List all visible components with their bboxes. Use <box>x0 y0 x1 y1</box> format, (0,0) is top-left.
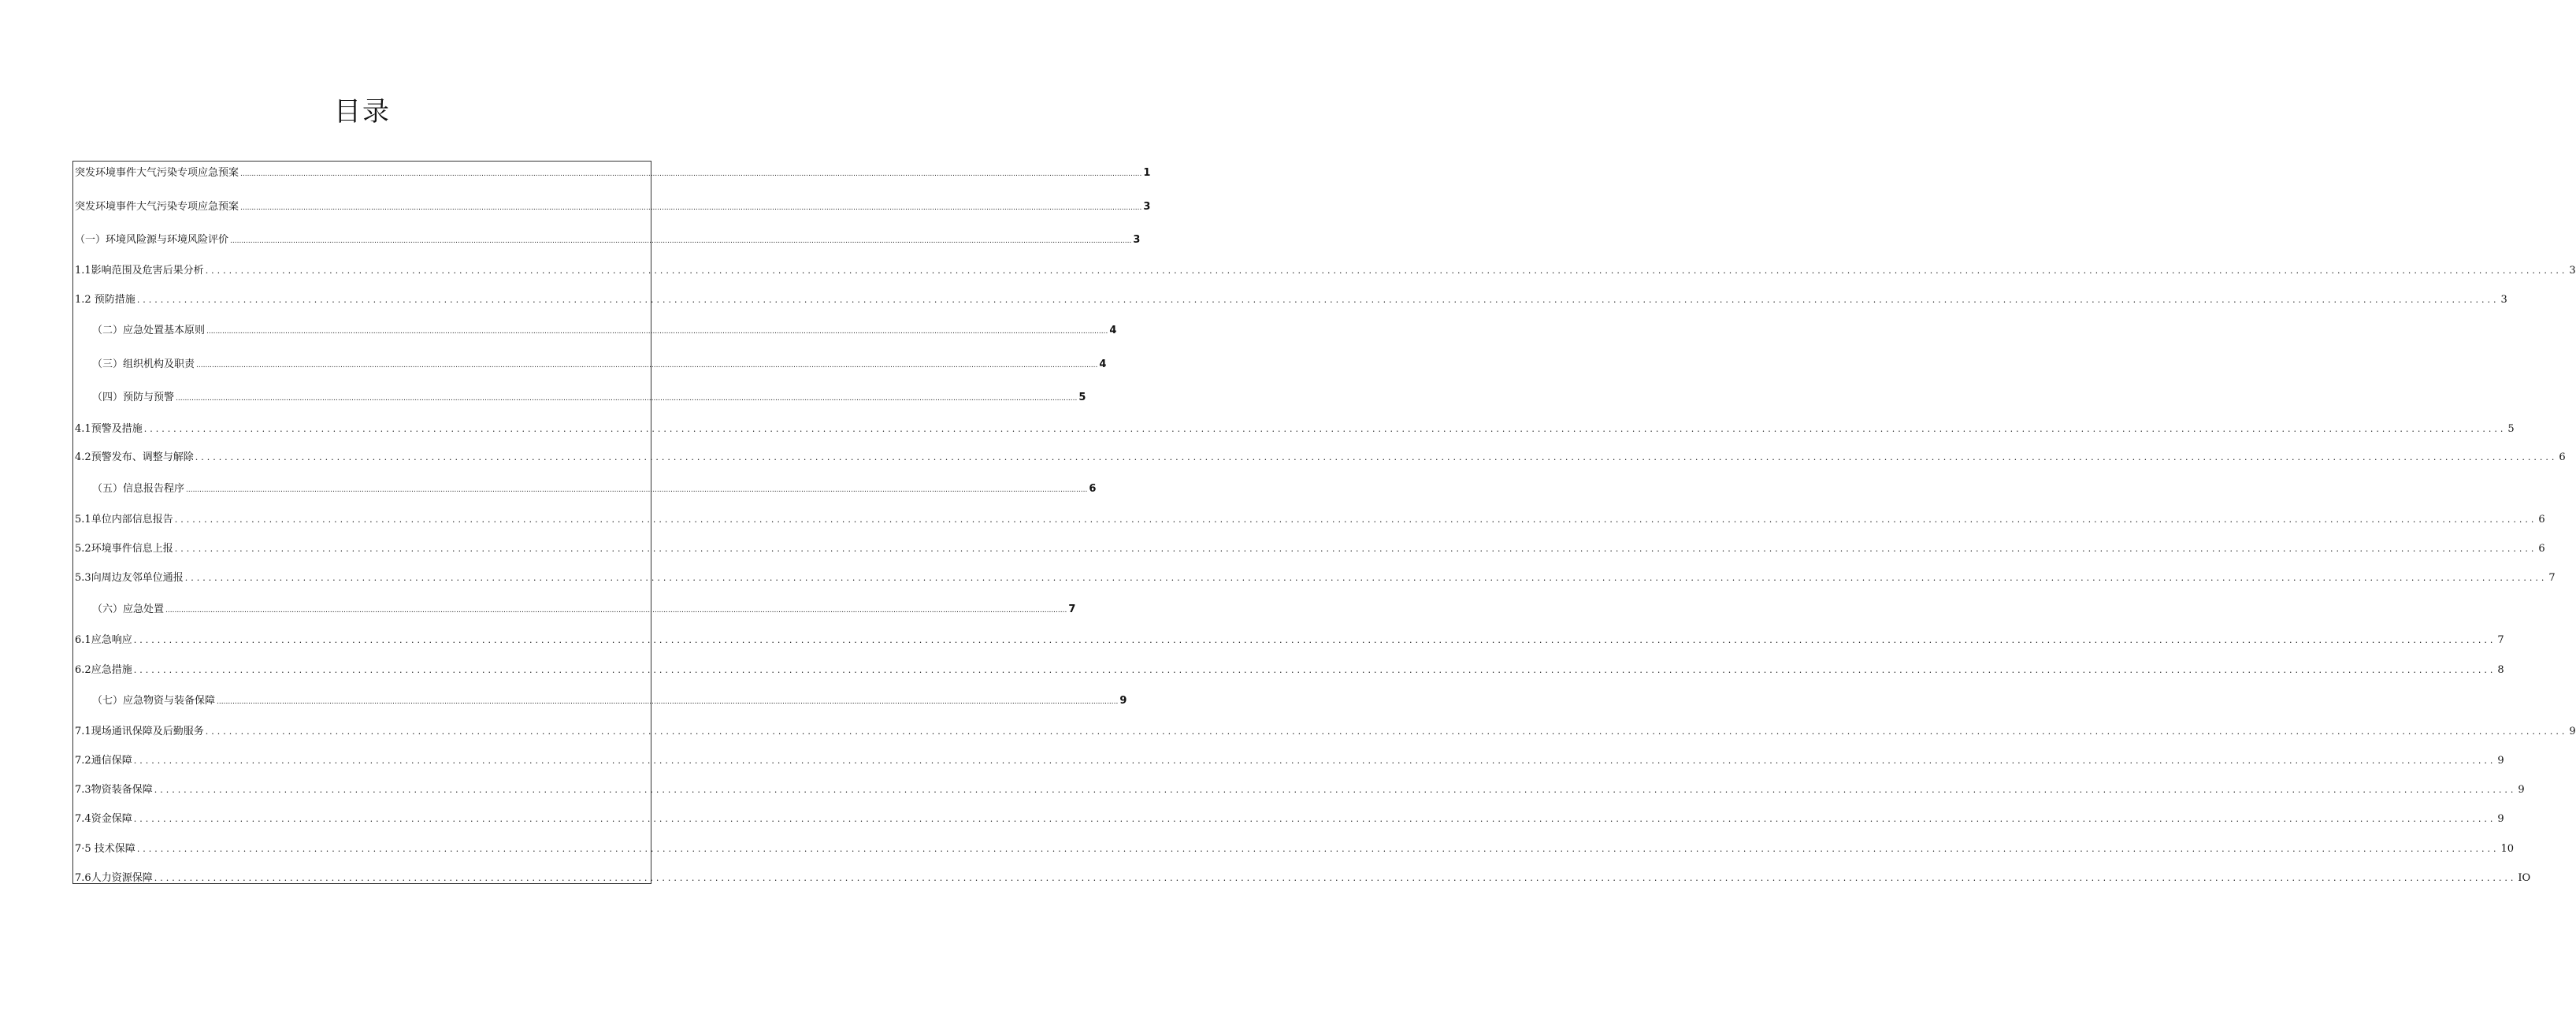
toc-entry-title: 资金保障 <box>91 813 132 825</box>
toc-entry-page: 6 <box>2538 543 2545 555</box>
dot-leader: ................................................................................................................................................................................................................................................................................................................................................................................................................ <box>206 328 1108 336</box>
toc-entry-page: 6 <box>2538 514 2545 525</box>
dot-leader: ................................................................................................................................................................................................................................................................................................................................................................................................................ <box>136 295 2500 305</box>
dot-leader: ................................................................................................................................................................................................................................................................................................................................................................................................................ <box>174 514 2537 525</box>
toc-entry-number: 7.2 <box>75 755 91 767</box>
toc-entry-title: 向周边友邻单位通报 <box>91 572 184 584</box>
toc-entry-number: 7.1 <box>75 726 91 737</box>
toc-entry-title: 1.1影响范围及危害后果分析 <box>75 265 204 277</box>
toc-entry[interactable] <box>75 603 1076 617</box>
toc-entry[interactable] <box>75 755 2504 767</box>
toc-entry-title: 预警及措施 <box>91 423 143 435</box>
dot-leader: ................................................................................................................................................................................................................................................................................................................................................................................................................ <box>143 424 2507 434</box>
toc-entry-page: 5 <box>1078 392 1086 403</box>
dot-leader: ................................................................................................................................................................................................................................................................................................................................................................................................................ <box>217 698 1119 706</box>
toc-entry-title: 应急响应 <box>91 634 132 646</box>
dot-leader: ................................................................................................................................................................................................................................................................................................................................................................................................................ <box>240 170 1142 178</box>
toc-entry-title: 物资装备保障 <box>91 784 153 796</box>
toc-entry-number: 7.4 <box>75 813 91 825</box>
dot-leader: ................................................................................................................................................................................................................................................................................................................................................................................................................ <box>133 635 2496 645</box>
dot-leader: ................................................................................................................................................................................................................................................................................................................................................................................................................ <box>136 844 2500 854</box>
table-of-contents <box>72 161 2576 884</box>
dot-leader: ................................................................................................................................................................................................................................................................................................................................................................................................................ <box>133 814 2496 824</box>
toc-entry[interactable] <box>75 634 2504 647</box>
dot-leader: ................................................................................................................................................................................................................................................................................................................................................................................................................ <box>230 237 1132 245</box>
toc-entry-title: （五）信息报告程序 <box>92 483 185 495</box>
dot-leader: ................................................................................................................................................................................................................................................................................................................................................................................................................ <box>133 756 2496 766</box>
toc-entry[interactable] <box>75 423 2515 436</box>
toc-entry-page: 10 <box>2500 843 2514 855</box>
toc-entry[interactable] <box>75 451 2566 464</box>
toc-entry-number: 7.3 <box>75 784 91 796</box>
toc-entry-number: 5.2 <box>75 543 91 555</box>
dot-leader: ................................................................................................................................................................................................................................................................................................................................................................................................................ <box>196 362 1098 370</box>
toc-entry-title: 7·5 技术保障 <box>75 843 135 855</box>
toc-entry-title: 现场通讯保障及后勤服务 <box>91 726 204 737</box>
toc-entry-page: 4 <box>1109 325 1117 336</box>
toc-entry-title: （七）应急物资与装备保障 <box>92 695 216 707</box>
toc-entry-page: 4 <box>1099 358 1107 370</box>
dot-leader: ................................................................................................................................................................................................................................................................................................................................................................................................................ <box>184 573 2548 583</box>
toc-entry-page: 6 <box>1089 483 1097 495</box>
dot-leader: ................................................................................................................................................................................................................................................................................................................................................................................................................ <box>195 452 2558 462</box>
toc-entry[interactable] <box>75 483 1097 496</box>
toc-entry-page: 3 <box>2500 294 2507 306</box>
toc-entry-title: 突发环境事件大气污染专项应急预案 <box>75 201 239 213</box>
toc-entry[interactable] <box>75 167 1151 180</box>
toc-entry[interactable] <box>75 843 2514 856</box>
dot-leader: ................................................................................................................................................................................................................................................................................................................................................................................................................ <box>186 486 1088 494</box>
toc-entry-title: 人力资源保障 <box>91 872 153 884</box>
toc-entry-number: 6.1 <box>75 634 91 646</box>
dot-leader: ................................................................................................................................................................................................................................................................................................................................................................................................................ <box>240 204 1142 212</box>
toc-entry-number: 5.3 <box>75 572 91 584</box>
toc-entry-page: 9 <box>2518 784 2525 796</box>
toc-entry-title: 环境事件信息上报 <box>91 543 173 555</box>
toc-entry-title: 应急措施 <box>91 664 132 676</box>
toc-entry[interactable] <box>75 234 1141 247</box>
toc-entry-title: 突发环境事件大气污染专项应急预案 <box>75 167 239 179</box>
toc-entry[interactable] <box>75 514 2545 526</box>
toc-entry-page: 3 <box>2569 265 2576 277</box>
toc-entry-page: 6 <box>2559 451 2566 463</box>
toc-entry[interactable] <box>75 392 1086 405</box>
toc-entry[interactable] <box>75 201 1151 214</box>
toc-entry[interactable] <box>75 726 2576 738</box>
toc-entry-page: 9 <box>2569 726 2576 737</box>
page-title: 目录 <box>334 96 391 128</box>
toc-entry-title: 单位内部信息报告 <box>91 514 173 525</box>
toc-entry-page: 5 <box>2507 423 2515 435</box>
toc-entry-title: 通信保障 <box>91 755 132 767</box>
toc-entry-page: 1 <box>1143 167 1151 179</box>
dot-leader: ................................................................................................................................................................................................................................................................................................................................................................................................................ <box>154 785 2517 795</box>
toc-entry-number: 5.1 <box>75 514 91 525</box>
toc-entry-number: 6.2 <box>75 664 91 676</box>
toc-entry-number: 4.2 <box>75 451 91 463</box>
dot-leader: ................................................................................................................................................................................................................................................................................................................................................................................................................ <box>133 665 2496 675</box>
dot-leader: ................................................................................................................................................................................................................................................................................................................................................................................................................ <box>205 266 2568 276</box>
dot-leader: ................................................................................................................................................................................................................................................................................................................................................................................................................ <box>165 607 1067 615</box>
toc-entry-title: （二）应急处置基本原则 <box>92 325 206 336</box>
toc-entry-title: （六）应急处置 <box>92 603 165 615</box>
dot-leader: ................................................................................................................................................................................................................................................................................................................................................................................................................ <box>176 395 1078 403</box>
toc-entry[interactable] <box>75 813 2504 826</box>
toc-entry[interactable] <box>75 784 2525 797</box>
toc-entry-page: 7 <box>2497 634 2504 646</box>
toc-entry-page: 9 <box>2497 813 2504 825</box>
toc-entry-title: （一）环境风险源与环境风险评价 <box>75 234 229 246</box>
toc-entry-page: 7 <box>1068 603 1076 615</box>
toc-entry[interactable] <box>75 572 2556 585</box>
dot-leader: ................................................................................................................................................................................................................................................................................................................................................................................................................ <box>205 726 2568 737</box>
toc-entry-title: （三）组织机构及职责 <box>92 358 195 370</box>
toc-entry[interactable] <box>75 664 2504 677</box>
toc-entry[interactable] <box>75 325 1117 338</box>
toc-entry-page: 3 <box>1133 234 1141 246</box>
toc-entry[interactable] <box>75 294 2507 306</box>
toc-entry-number: 4.1 <box>75 423 91 435</box>
toc-entry-title: （四）预防与预警 <box>92 392 175 403</box>
toc-entry[interactable] <box>75 358 1107 372</box>
toc-entry-page: 3 <box>1143 201 1151 213</box>
toc-entry[interactable] <box>75 872 2531 885</box>
toc-entry-title: 1.2 预防措施 <box>75 294 135 306</box>
toc-entry[interactable] <box>75 265 2576 277</box>
toc-entry-title: 预警发布、调整与解除 <box>91 451 194 463</box>
toc-entry[interactable] <box>75 543 2545 555</box>
toc-entry-page: 9 <box>1119 695 1127 707</box>
toc-entry-page: 9 <box>2497 755 2504 767</box>
toc-entry-page: 7 <box>2548 572 2556 584</box>
toc-entry-page: 8 <box>2497 664 2504 676</box>
toc-entry[interactable] <box>75 695 1127 708</box>
toc-entry-number: 7.6 <box>75 872 91 884</box>
dot-leader: ................................................................................................................................................................................................................................................................................................................................................................................................................ <box>154 873 2517 883</box>
toc-entry-page: IO <box>2518 872 2531 884</box>
dot-leader: ................................................................................................................................................................................................................................................................................................................................................................................................................ <box>174 544 2537 554</box>
